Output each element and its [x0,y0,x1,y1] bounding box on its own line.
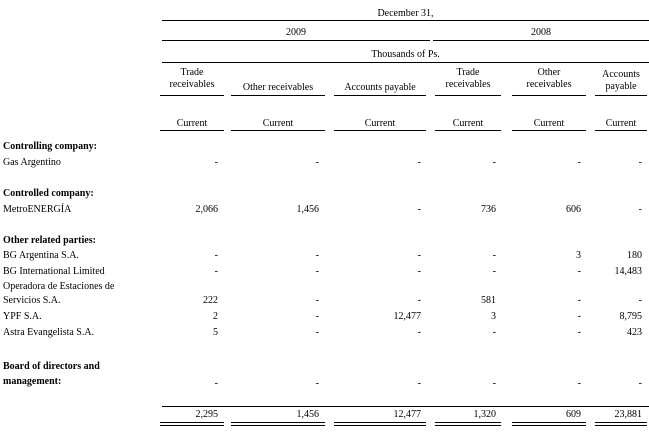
col6-subheader: Current [605,118,637,129]
col2-header-rule [231,95,325,96]
cell: - [214,250,218,261]
col3-header: Accounts payable [344,82,416,93]
row-label-bg-international: BG International Limited [3,266,105,277]
cell: - [577,378,581,389]
col3-header-rule [334,95,426,96]
cell: 3 [576,250,581,261]
col5-header-line2: receivables [526,79,572,90]
cell: 5 [213,327,218,338]
row-label-bg-argentina: BG Argentina S.A. [3,250,79,261]
total-cell: 2,295 [195,409,218,420]
cell: - [577,266,581,277]
col4-subheader-rule [435,130,501,131]
cell: 180 [627,250,642,261]
cell: - [214,157,218,168]
cell: - [577,295,581,306]
header-rule [162,20,649,21]
col1-header-rule [160,95,224,96]
row-label-ypf: YPF S.A. [3,311,42,322]
col4-header-line2: receivables [445,79,491,90]
cell: - [417,250,421,261]
totals-top-rule [162,406,649,407]
col5-subheader-rule [512,130,586,131]
cell: 2,066 [195,204,218,215]
col3-total-double-rule [334,422,426,426]
col4-subheader: Current [452,118,484,129]
col4-total-double-rule [435,422,501,426]
cell: - [638,295,642,306]
cell: - [315,327,319,338]
cell: - [638,378,642,389]
row-label-operadora-line1: Operadora de Estaciones de [3,281,115,292]
cell: - [214,266,218,277]
cell: - [492,250,496,261]
total-cell: 12,477 [393,409,421,420]
cell: - [577,327,581,338]
cell: - [577,311,581,322]
total-cell: 1,320 [473,409,496,420]
cell: - [492,157,496,168]
cell: - [638,157,642,168]
cell: - [492,266,496,277]
total-cell: 23,881 [614,409,642,420]
cell: - [492,378,496,389]
row-label-gas-argentino: Gas Argentino [3,157,61,168]
cell: - [638,204,642,215]
cell: 606 [566,204,581,215]
units-rule [162,62,649,63]
col1-header-line1: Trade [180,67,204,78]
cell: - [417,204,421,215]
total-cell: 609 [566,409,581,420]
section-title-other-related: Other related parties: [3,235,96,246]
year-2008-rule [433,40,649,41]
row-label-operadora-line2: Servicios S.A. [3,295,61,306]
cell: - [417,157,421,168]
col6-total-double-rule [595,422,647,426]
col2-header: Other receivables [242,82,314,93]
cell: - [214,378,218,389]
row-label-metroenergia: MetroENERGÍA [3,204,72,215]
col5-header-line1: Other [537,67,561,78]
col6-header-rule [595,95,647,96]
col6-header-line2: payable [605,81,637,92]
cell: - [315,311,319,322]
cell: 736 [481,204,496,215]
col1-subheader-rule [160,130,224,131]
cell: 423 [627,327,642,338]
col4-header-line1: Trade [456,67,480,78]
col1-subheader: Current [176,118,208,129]
col6-header-line1: Accounts [602,69,640,80]
col5-total-double-rule [512,422,586,426]
cell: - [417,266,421,277]
cell: 581 [481,295,496,306]
cell: - [417,327,421,338]
cell: - [315,157,319,168]
col1-header-line2: receivables [169,79,215,90]
units-label: Thousands of Ps. [371,49,440,60]
header-date: December 31, [377,8,434,19]
cell: 3 [491,311,496,322]
cell: - [315,295,319,306]
cell: 14,483 [614,266,642,277]
cell: - [492,327,496,338]
col1-total-double-rule [160,422,224,426]
total-cell: 1,456 [296,409,319,420]
section-title-controlled: Controlled company: [3,188,94,199]
col2-subheader-rule [231,130,325,131]
col2-subheader: Current [262,118,294,129]
col2-total-double-rule [231,422,325,426]
year-2009: 2009 [286,27,306,38]
section-title-controlling: Controlling company: [3,141,97,152]
cell: - [417,295,421,306]
cell: 2 [213,311,218,322]
col3-subheader: Current [364,118,396,129]
cell: - [417,378,421,389]
cell: 12,477 [393,311,421,322]
col3-subheader-rule [334,130,426,131]
cell: - [315,250,319,261]
year-2009-rule [162,40,430,41]
cell: - [577,157,581,168]
cell: - [315,266,319,277]
cell: 8,795 [619,311,642,322]
col5-subheader: Current [533,118,565,129]
col6-subheader-rule [595,130,647,131]
cell: 222 [203,295,218,306]
col4-header-rule [435,95,501,96]
cell: 1,456 [296,204,319,215]
year-2008: 2008 [531,27,551,38]
cell: - [315,378,319,389]
row-label-astra: Astra Evangelista S.A. [3,327,95,338]
section-title-board-line2: management: [3,376,62,387]
col5-header-rule [512,95,586,96]
section-title-board-line1: Board of directors and [3,361,100,372]
